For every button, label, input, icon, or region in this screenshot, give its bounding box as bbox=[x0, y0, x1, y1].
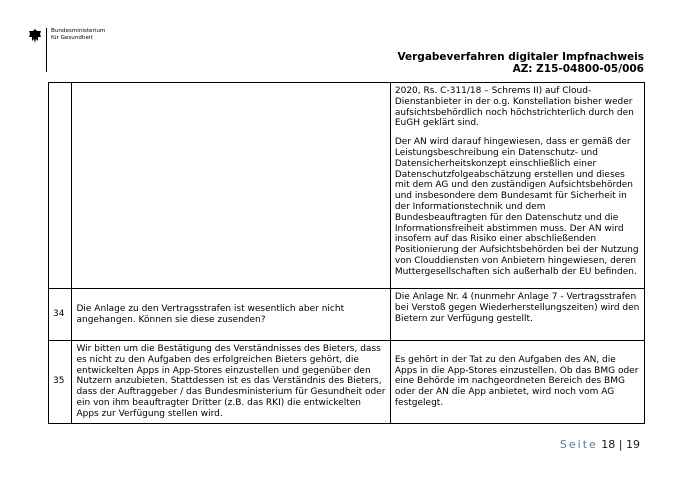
answer-cell bbox=[390, 83, 644, 289]
page-current: 18 bbox=[601, 438, 616, 451]
page-label: Seite bbox=[559, 438, 598, 451]
federal-eagle-icon bbox=[28, 28, 42, 44]
page-total: 19 bbox=[626, 438, 640, 451]
question-cell: Die Anlage zu den Vertragsstrafen ist wesentlich aber nicht angehangen. Können sie diese zusenden? bbox=[72, 289, 390, 341]
answer-cell bbox=[390, 289, 644, 341]
row-number bbox=[49, 83, 72, 289]
logo-divider bbox=[46, 28, 47, 72]
answer-cell bbox=[390, 341, 644, 424]
document-title: Vergabeverfahren digitaler Impfnachweis bbox=[397, 51, 644, 63]
ministry-line-2: für Gesundheit bbox=[51, 35, 93, 41]
answer-paragraph: 2020, Rs. C-311/18 – Schrems II) auf Cloud-Dienstanbieter in der o.g. Konstellation bisher weder aufsichtsbehördlich noch höchstrichterlich durch den EuGH geklärt sind. bbox=[394, 86, 634, 129]
question-cell: Wir bitten um die Bestätigung des Verständnisses des Bieters, dass es nicht zu den Aufgaben des erfolgreichen Bieters gehört, die entwickelten Apps in App-Stores einzustellen und gegenüber den Nutzern anzubieten. Stattdessen ist es das Verständnis des Bieters, dass der Auftraggeber / das Bundesministerium für Gesundheit oder ein von ihm beauftragter Dritter (z.B. das RKI) die entwickelten Apps zur Verfügung stellen wird. bbox=[72, 341, 390, 424]
question-cell bbox=[72, 83, 390, 289]
table-row bbox=[49, 289, 645, 341]
page-separator: | bbox=[618, 438, 623, 451]
table-row bbox=[49, 83, 645, 289]
row-number: 34 bbox=[49, 289, 72, 341]
qa-table bbox=[48, 82, 645, 424]
ministry-line-1: Bundesministerium bbox=[51, 28, 106, 34]
answer-paragraph: Es gehört in der Tat zu den Aufgaben des AN, die Apps in die App-Stores einzustellen. Ob das BMG oder eine Behörde im nachgeordneten Bereich des BMG oder der AN die App anbietet, wird noch vom AG festgelegt. bbox=[394, 354, 639, 408]
reference-number: AZ: Z15-04800-05/006 bbox=[512, 63, 644, 75]
document-header bbox=[397, 51, 644, 75]
answer-paragraph: Die Anlage Nr. 4 (nunmehr Anlage 7 - Vertragsstrafen bei Verstoß gegen Wiederherstellungszeiten) wird den Bietern zur Verfügung gestellt. bbox=[394, 292, 640, 324]
ministry-name bbox=[51, 28, 105, 42]
ministry-logo bbox=[28, 28, 105, 72]
answer-paragraph: Der AN wird darauf hingewiesen, dass er gemäß der Leistungsbeschreibung ein Datenschutz- und Datensicherheitskonzept einschließlich einer Datenschutzfolgeabschätzung erstellen und dieses mit dem AG und den zuständigen Aufsichtsbehörden und insbesondere dem Bundesamt für Sicherheit in der Informationstechnik und dem Bundesbeauftragten für den Datenschutz und die Informationsfreiheit abstimmen muss. Der AN wird insofern auf das Risiko einer abschließenden Positionierung der Aufsichtsbehörden bei der Nutzung von Clouddiensten von Anbietern hingewiesen, deren Muttergesellschaften sich außerhalb der EU befinden. bbox=[394, 137, 639, 277]
row-number: 35 bbox=[49, 341, 72, 424]
table-row bbox=[49, 341, 645, 424]
page-footer bbox=[560, 438, 640, 451]
